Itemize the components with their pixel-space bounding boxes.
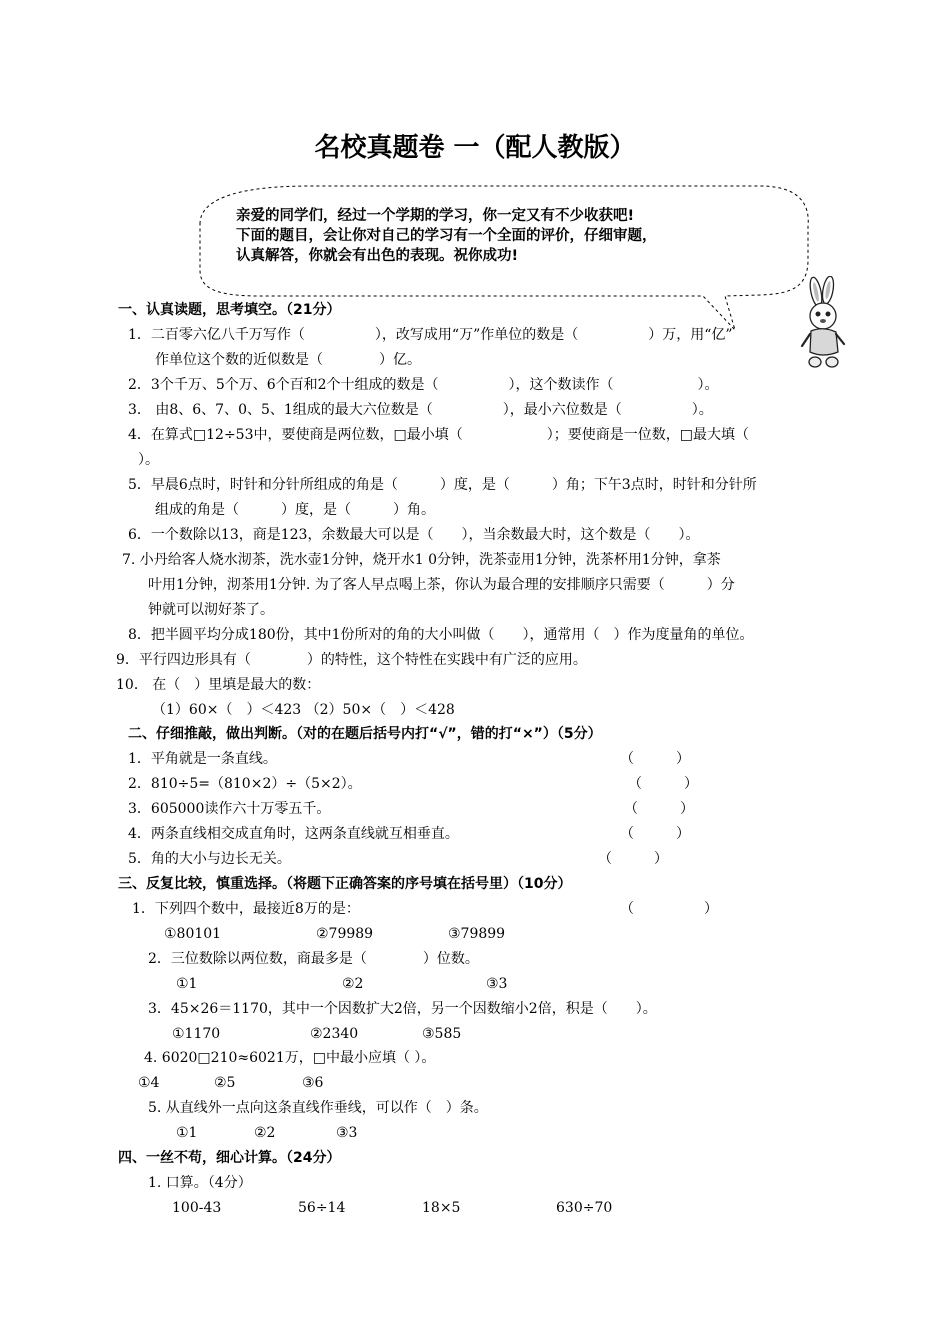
judge-item-5: 5．角的大小与边长无关。 xyxy=(128,851,291,867)
calc-item-1: 100-43 xyxy=(172,1200,222,1216)
choice-2-option-2: ②2 xyxy=(342,976,364,992)
judge-item-2-answer[interactable]: （ ） xyxy=(628,776,698,792)
choice-1-option-2: ②79989 xyxy=(316,926,374,942)
question-1-line-1: 1．二百零六亿八千万写作（ ），改写成用“万”作单位的数是（ ）万，用“亿” xyxy=(128,327,733,343)
choice-1-option-1: ①80101 xyxy=(164,926,222,942)
choice-4-option-3: ③6 xyxy=(302,1075,324,1091)
calc-item-3: 18×5 xyxy=(422,1200,461,1216)
question-4-line-2: ）。 xyxy=(138,452,159,468)
choice-question-2: 2．三位数除以两位数，商最多是（ ）位数。 xyxy=(148,951,479,967)
question-7-line-2: 叶用1分钟，沏茶用1分钟. 为了客人早点喝上茶，你认为最合理的安排顺序只需要（ ）分 xyxy=(148,577,735,593)
question-5-line-2: 组成的角是（ ）度，是（ ）角。 xyxy=(155,502,435,518)
judge-item-3-answer[interactable]: （ ） xyxy=(624,801,694,817)
intro-line-2: 下面的题目，会让你对自己的学习有一个全面的评价，仔细审题， xyxy=(236,228,657,244)
judge-item-1: 1．平角就是一条直线。 xyxy=(128,751,277,767)
question-10-line-1: 10． 在（ ）里填是最大的数： xyxy=(116,677,321,693)
judge-item-3: 3．605000读作六十万零五千。 xyxy=(128,801,331,817)
rabbit-mascot-icon xyxy=(796,276,852,372)
calc-item-2: 56÷14 xyxy=(298,1200,346,1216)
intro-text xyxy=(236,206,776,266)
section-1-heading: 一、认真读题，思考填空。（21分） xyxy=(118,302,341,318)
choice-question-5: 5. 从直线外一点向这条直线作垂线，可以作（ ）条。 xyxy=(148,1100,488,1116)
section-2-heading: 二、仔细推敲，做出判断。（对的在题后括号内打“√”，错的打“×”）（5分） xyxy=(128,726,602,742)
choice-3-option-3: ③585 xyxy=(422,1026,462,1042)
choice-question-3: 3．45×26＝1170，其中一个因数扩大2倍，另一个因数缩小2倍，积是（ ）。 xyxy=(148,1001,657,1017)
question-6: 6．一个数除以13，商是123，余数最大可以是（ ），当余数最大时，这个数是（ ）。 xyxy=(128,527,700,543)
question-7-line-1: 7. 小丹给客人烧水沏茶，洗水壶1分钟，烧开水1 0分钟，洗茶壶用1分钟，洗茶杯用1分钟，拿茶 xyxy=(122,552,721,568)
question-10-line-2: （1）60×（ ）＜423 （2）50×（ ）＜428 xyxy=(152,702,455,718)
judge-item-1-answer[interactable]: （ ） xyxy=(620,751,690,767)
intro-line-3: 认真解答，你就会有出色的表现。祝你成功! xyxy=(236,248,519,264)
choice-1-option-3: ③79899 xyxy=(448,926,506,942)
question-1-line-2: 作单位这个数的近似数是（ ）亿。 xyxy=(155,352,421,368)
choice-3-option-2: ②2340 xyxy=(310,1026,359,1042)
judge-item-2: 2．810÷5=（810×2）÷（5×2）。 xyxy=(128,776,362,792)
question-5-line-1: 5．早晨6点时，时针和分针所组成的角是（ ）度，是（ ）角；下午3点时，时针和分针所 xyxy=(128,477,757,493)
judge-item-4-answer[interactable]: （ ） xyxy=(620,826,690,842)
question-4-line-1: 4．在算式□12÷53中，要使商是两位数，□最小填（ ）；要使商是一位数，□最大填（ xyxy=(128,427,749,443)
choice-2-option-3: ③3 xyxy=(486,976,508,992)
choice-question-1-answer[interactable]: （ ） xyxy=(620,901,718,917)
judge-item-5-answer[interactable]: （ ） xyxy=(598,851,668,867)
choice-4-option-1: ①4 xyxy=(138,1075,160,1091)
calc-subheading: 1. 口算。（4分） xyxy=(148,1175,252,1191)
choice-3-option-1: ①1170 xyxy=(172,1026,221,1042)
question-9: 9．平行四边形具有（ ）的特性，这个特性在实践中有广泛的应用。 xyxy=(116,652,587,668)
calc-item-4: 630÷70 xyxy=(556,1200,613,1216)
choice-question-4: 4. 6020□210≈6021万，□中最小应填（ ）。 xyxy=(144,1050,436,1066)
choice-5-option-3: ③3 xyxy=(336,1125,358,1141)
choice-4-option-2: ②5 xyxy=(214,1075,236,1091)
choice-5-option-2: ②2 xyxy=(254,1125,276,1141)
choice-5-option-1: ①1 xyxy=(176,1125,198,1141)
page-title: 名校真题卷 一（配人教版） xyxy=(314,133,636,163)
intro-line-1: 亲爱的同学们，经过一个学期的学习，你一定又有不少收获吧! xyxy=(236,208,635,224)
question-8: 8．把半圆平均分成180份，其中1份所对的角的大小叫做（ ），通常用（ ）作为度量角的单位。 xyxy=(128,627,754,643)
question-3: 3． 由8、6、7、0、5、1组成的最大六位数是（ ），最小六位数是（ ）。 xyxy=(128,402,713,418)
judge-item-4: 4．两条直线相交成直角时，这两条直线就互相垂直。 xyxy=(128,826,459,842)
choice-question-1: 1．下列四个数中，最接近8万的是： xyxy=(132,901,360,917)
question-2: 2．3个千万、5个万、6个百和2个十组成的数是（ ），这个数读作（ ）。 xyxy=(128,377,719,393)
section-4-heading: 四、一丝不苟，细心计算。（24分） xyxy=(118,1150,341,1166)
choice-2-option-1: ①1 xyxy=(176,976,198,992)
question-7-line-3: 钟就可以沏好茶了。 xyxy=(148,602,274,618)
section-3-heading: 三、反复比较，慎重选择。（将题下正确答案的序号填在括号里）（10分） xyxy=(118,876,572,892)
